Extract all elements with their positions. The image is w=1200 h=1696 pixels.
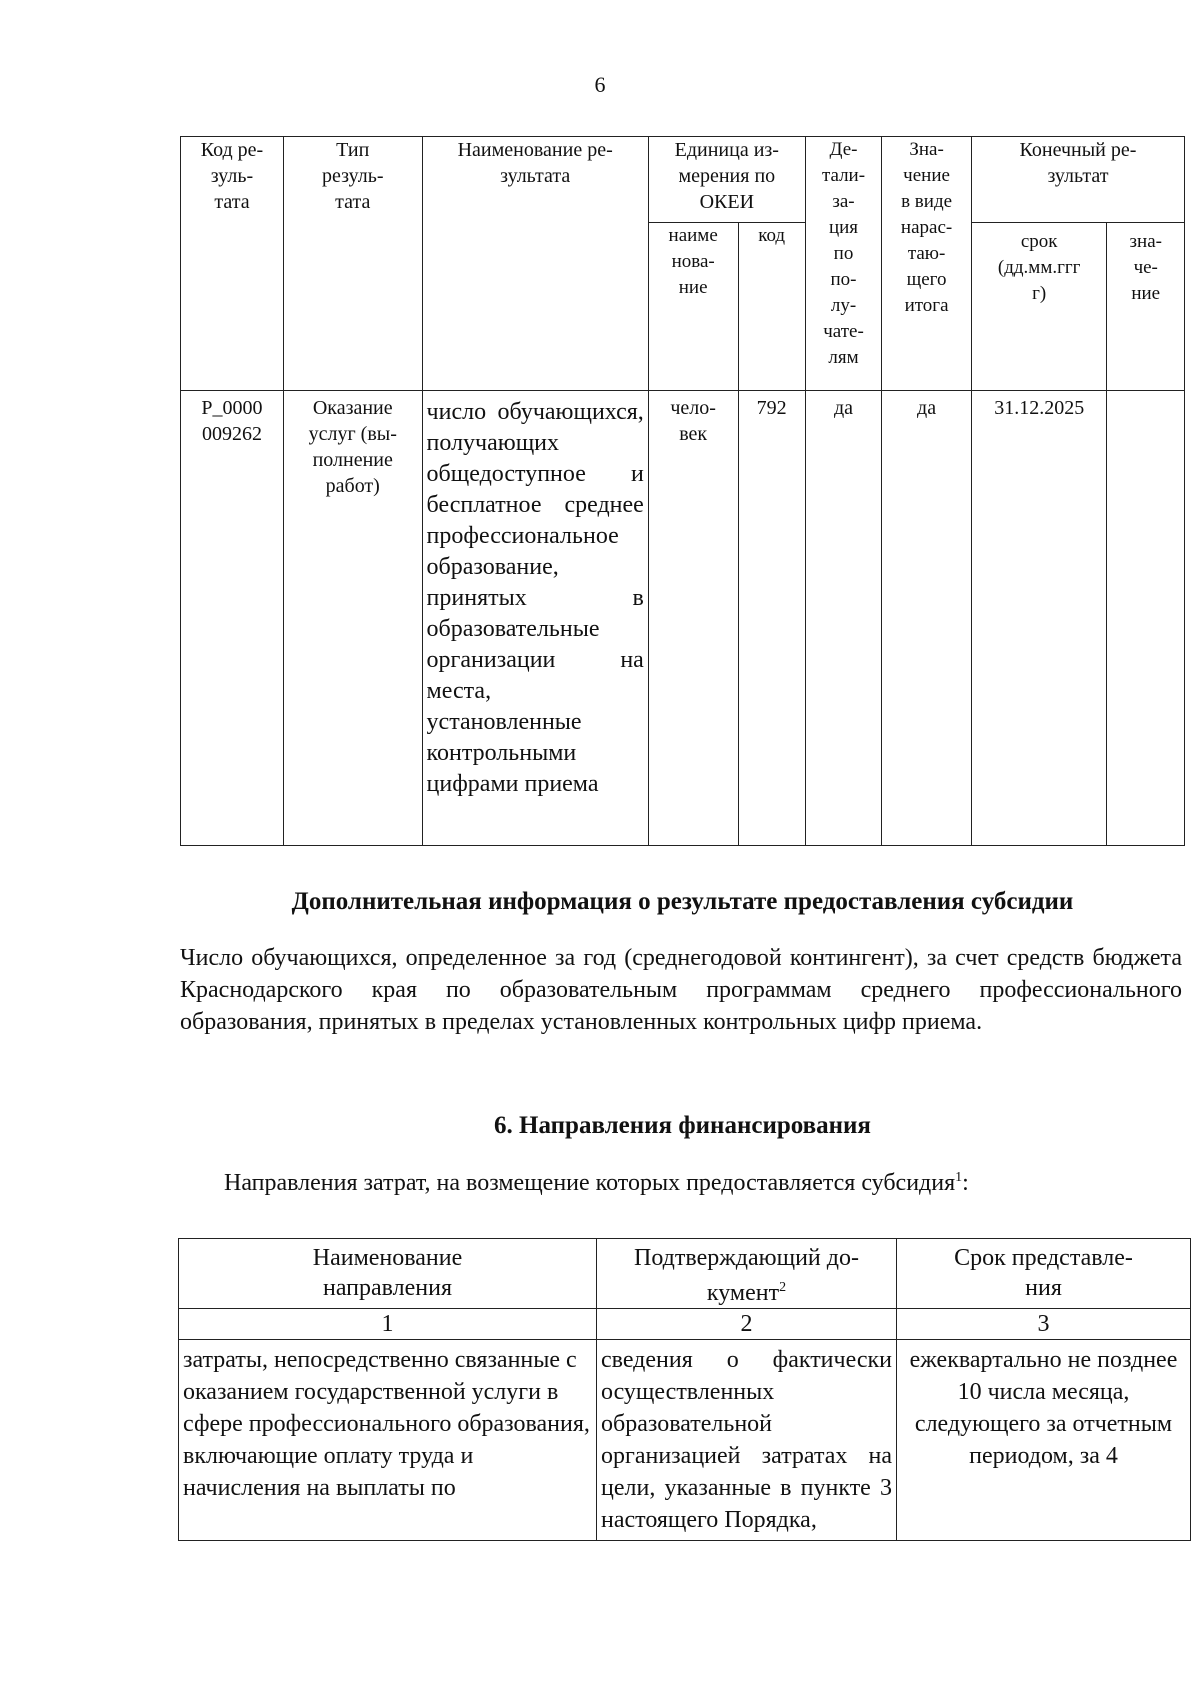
header-result-type: Тип резуль- тата bbox=[283, 137, 422, 391]
row-final-value bbox=[1107, 391, 1185, 846]
header-cumulative-value: Зна- чение в виде нарас- таю- щего итога bbox=[882, 137, 972, 391]
footnote-marker: 1 bbox=[955, 1170, 963, 1185]
result-table bbox=[180, 136, 1185, 846]
row-result-name: число обучающихся, получающих общедоступное и бесплатное среднее профессиональное образование, принятых в образовательные организации на места, установленные контрольными цифрами приема bbox=[422, 391, 648, 846]
row-unit-name: чело- век bbox=[648, 391, 738, 846]
row-result-type: Оказание услуг (вы- полнение работ) bbox=[283, 391, 422, 846]
header-submission-deadline: Срок представле- ния bbox=[897, 1239, 1191, 1309]
row-unit-code: 792 bbox=[738, 391, 805, 846]
additional-info-text: Число обучающихся, определенное за год (среднегодовой контингент), за счет средств бюджета Краснодарского края по образовательным программам среднего профессионального образования, принятых в пределах установленных контрольных цифр приема. bbox=[180, 945, 1182, 1035]
financing-intro-text: Направления затрат, на возмещение которых предоставляется субсидия$^1$: bbox=[224, 1170, 969, 1196]
row-submission-deadline: ежеквартально не позднее 10 числа месяца, следующего за отчетным периодом, за 4 bbox=[897, 1340, 1191, 1541]
header-supporting-document-label: Подтверждающий до- кумент bbox=[634, 1245, 859, 1306]
header-detailing: Де- тали- за- ция по по- лу- чате- лям bbox=[805, 137, 881, 391]
header-final-result: Конечный ре- зультат bbox=[971, 137, 1184, 223]
column-number: 1 bbox=[179, 1309, 597, 1340]
header-unit-code: код bbox=[738, 223, 805, 391]
column-number: 2 bbox=[597, 1309, 897, 1340]
financing-directions-heading: 6. Направления финансирования bbox=[494, 1112, 871, 1139]
header-unit-okei: Единица из- мерения по ОКЕИ bbox=[648, 137, 805, 223]
row-detailing: да bbox=[805, 391, 881, 846]
financing-intro-label: Направления затрат, на возмещение которых предоставляется субсидия bbox=[224, 1170, 956, 1196]
header-final-date: срок (дд.мм.ггг г) bbox=[971, 223, 1107, 391]
row-cumulative-value: да bbox=[882, 391, 972, 846]
header-result-code: Код ре- зуль- тата bbox=[181, 137, 284, 391]
row-final-date: 31.12.2025 bbox=[971, 391, 1107, 846]
row-result-code: Р_0000 009262 bbox=[181, 391, 284, 846]
header-direction-name: Наименование направления bbox=[179, 1239, 597, 1309]
header-unit-name: наиме нова- ние bbox=[648, 223, 738, 391]
row-supporting-document: сведения о фактически осуществленных образовательной организацией затратах на цели, указанные в пункте 3 настоящего Порядка, bbox=[597, 1340, 897, 1541]
header-result-name: Наименование ре- зультата bbox=[422, 137, 648, 391]
header-final-value: зна- че- ние bbox=[1107, 223, 1185, 391]
column-number: 3 bbox=[897, 1309, 1191, 1340]
page-number: 6 bbox=[594, 72, 606, 97]
financing-table bbox=[178, 1238, 1191, 1541]
footnote-marker: 2 bbox=[779, 1280, 787, 1295]
additional-info-heading: Дополнительная информация о результате предоставления субсидии bbox=[291, 888, 1074, 915]
row-direction-name: затраты, непосредственно связанные с оказанием государственной услуги в сфере профессионального образования, включающие оплату труда и начисления на выплаты по bbox=[179, 1340, 597, 1541]
header-supporting-document bbox=[597, 1239, 897, 1309]
